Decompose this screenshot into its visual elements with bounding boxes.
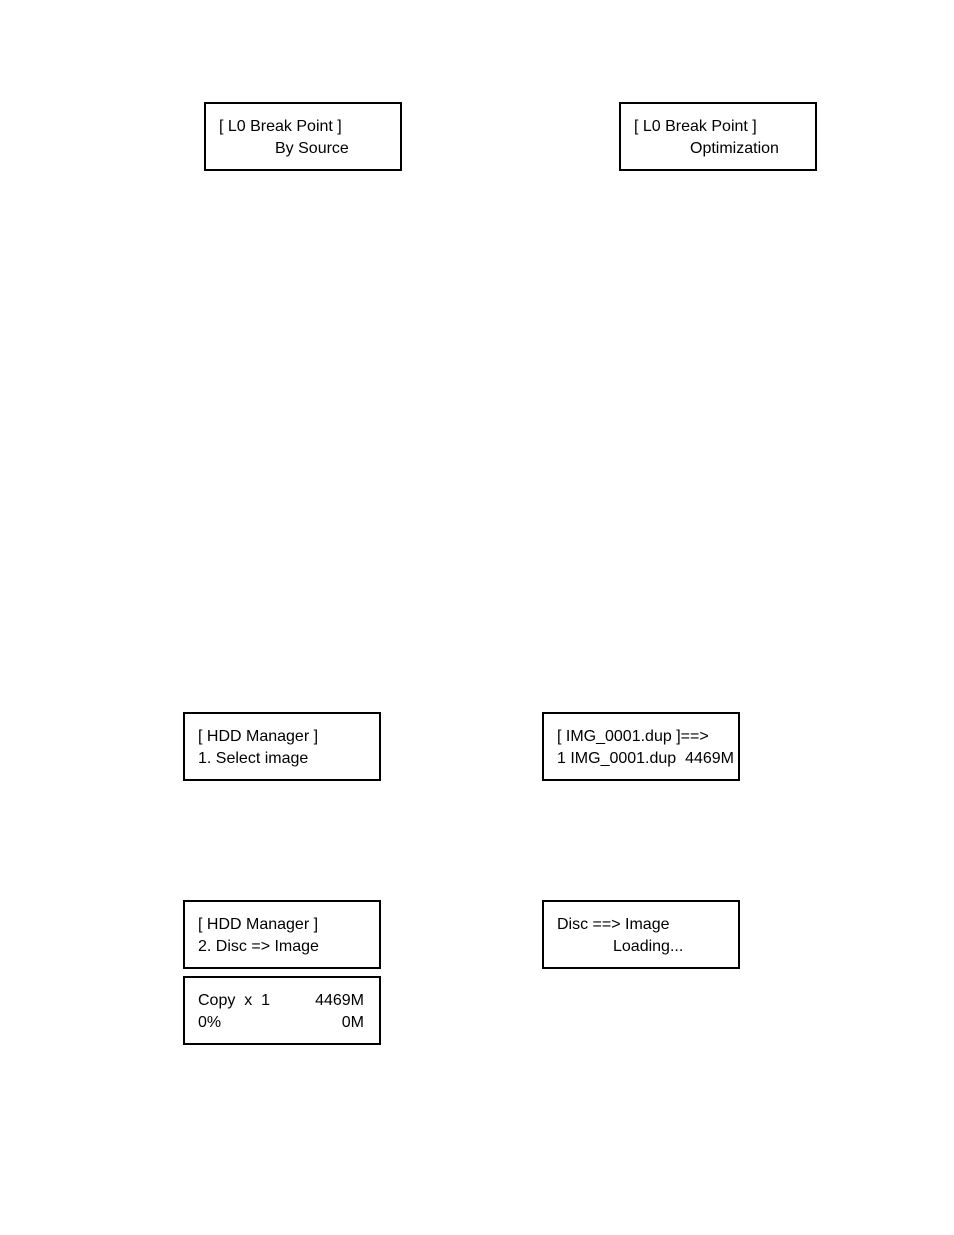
progress-percent: 0%: [198, 1014, 222, 1031]
lcd-line-1: [ HDD Manager ]: [198, 728, 319, 745]
lcd-line-1: [ IMG_0001.dup ]==>: [557, 728, 709, 745]
copied-size-value: 0M: [341, 1014, 364, 1031]
lcd-line-1: [ L0 Break Point ]: [219, 118, 342, 135]
lcd-line-1: [ L0 Break Point ]: [634, 118, 757, 135]
lcd-screen-image-list: [542, 712, 740, 781]
lcd-line-2: 2. Disc => Image: [198, 938, 319, 955]
total-size-value: 4469M: [315, 992, 364, 1009]
lcd-line-2: Loading...: [613, 938, 684, 955]
lcd-line-1: Disc ==> Image: [557, 916, 670, 933]
lcd-line-2: Optimization: [690, 140, 779, 157]
lcd-screen-copy-progress: [183, 976, 381, 1045]
lcd-line-2: 1 IMG_0001.dup 4469M: [557, 750, 735, 767]
lcd-line-2: By Source: [275, 140, 349, 157]
lcd-screen-hdd-disc-to-image: [183, 900, 381, 969]
lcd-line-2: 1. Select image: [198, 750, 309, 767]
copy-count-label: Copy x 1: [198, 992, 271, 1009]
lcd-screen-l0-by-source: [204, 102, 402, 171]
lcd-screen-l0-optimization: [619, 102, 817, 171]
lcd-screen-disc-loading: [542, 900, 740, 969]
lcd-screen-hdd-select-image: [183, 712, 381, 781]
lcd-line-1: [ HDD Manager ]: [198, 916, 319, 933]
